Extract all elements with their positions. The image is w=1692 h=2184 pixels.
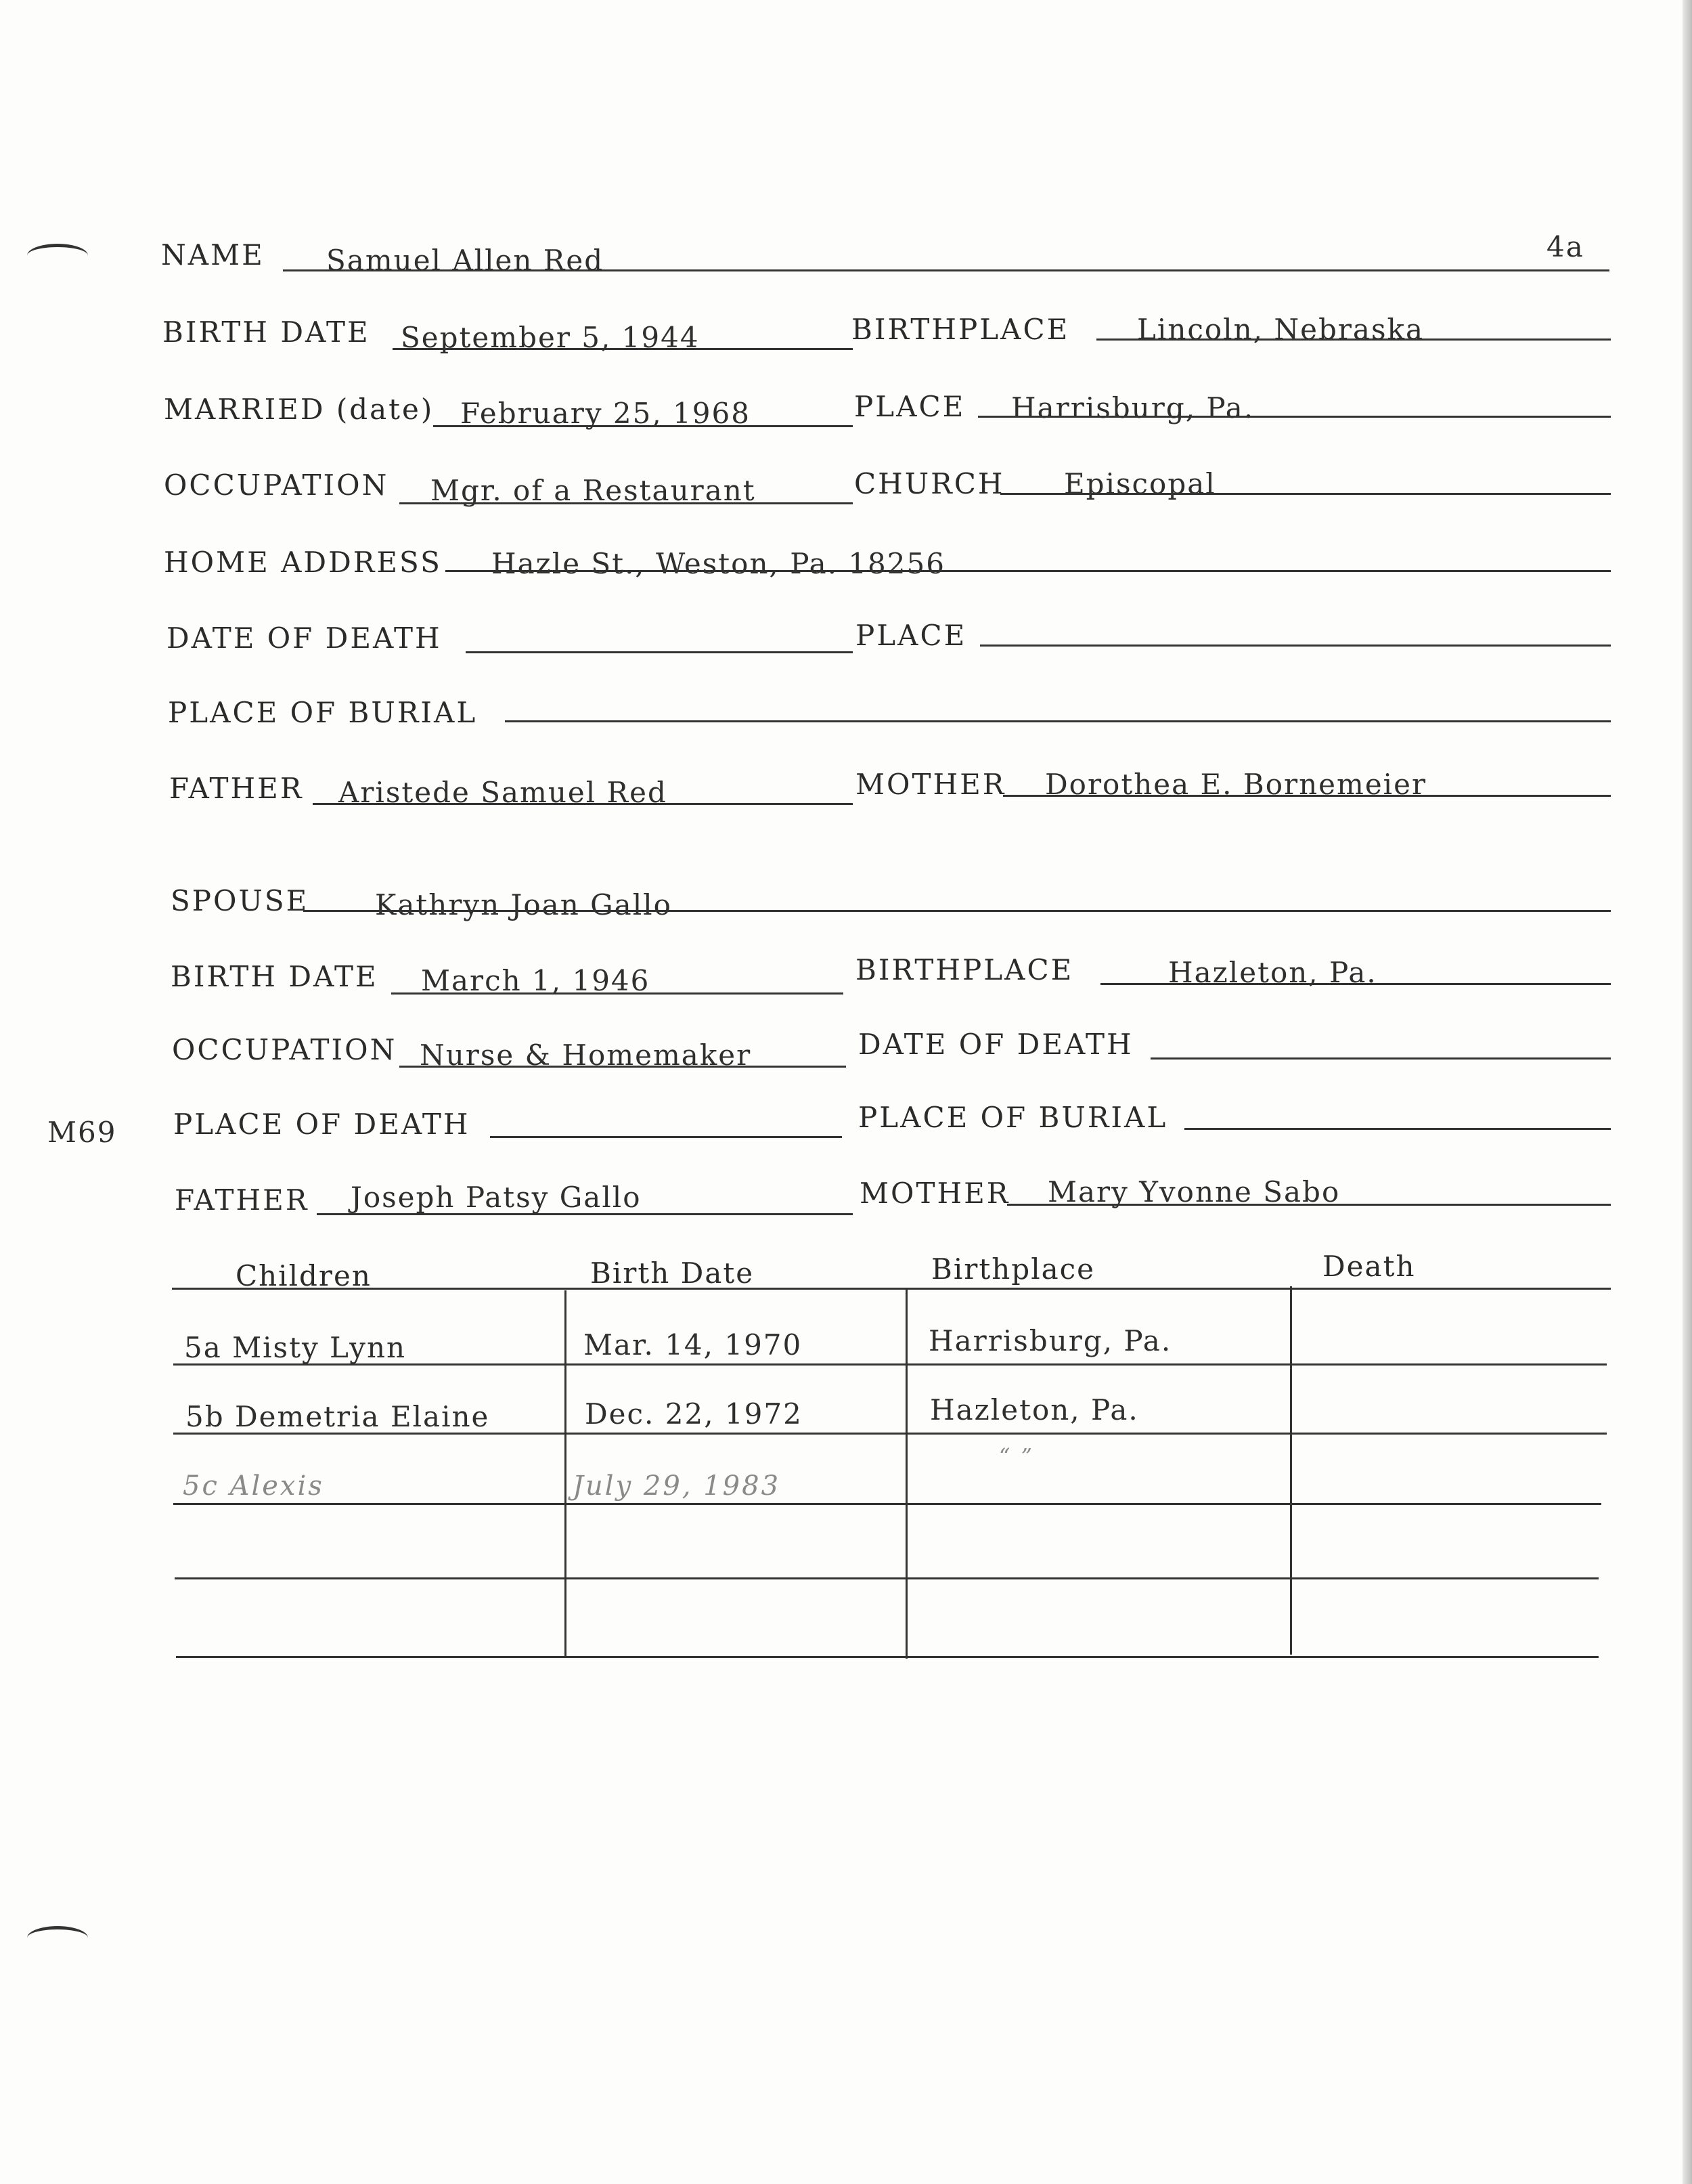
married-place-underline [978, 416, 1611, 418]
spouse-birthplace-label: BIRTHPLACE [855, 953, 1074, 986]
ditto-marks: “ ” [999, 1443, 1034, 1469]
table-row-rule [173, 1503, 1601, 1505]
child-birth-date: Mar. 14, 1970 [583, 1328, 803, 1361]
spouse-label: SPOUSE [171, 884, 309, 917]
spouse-birthplace-value: Hazleton, Pa. [1168, 956, 1377, 989]
spouse-birthplace-underline [1100, 983, 1611, 985]
table-bottom-rule [176, 1656, 1599, 1658]
table-column-divider [564, 1290, 566, 1656]
birth-date-label: BIRTH DATE [162, 315, 370, 349]
birthplace-underline [1096, 338, 1611, 341]
church-underline [1000, 493, 1611, 495]
spouse-place-of-burial-underline [1184, 1128, 1611, 1130]
spouse-father-label: FATHER [175, 1183, 309, 1217]
binder-hole-mark [27, 244, 88, 267]
married-value: February 25, 1968 [460, 397, 751, 430]
binder-hole-mark [27, 1926, 88, 1950]
children-column-header: Children [236, 1259, 372, 1292]
child-birthplace: Harrisburg, Pa. [929, 1324, 1172, 1357]
child-name-handwritten: 5c Alexis [183, 1470, 324, 1502]
father-label: FATHER [169, 772, 304, 805]
church-value: Episcopal [1064, 467, 1216, 500]
mother-value: Dorothea E. Bornemeier [1045, 768, 1427, 801]
child-name: 5a Misty Lynn [184, 1331, 407, 1364]
birth-date-underline [393, 348, 853, 350]
table-header-rule [172, 1288, 1611, 1290]
spouse-father-underline [317, 1213, 853, 1215]
spouse-underline [303, 910, 1611, 912]
birthplace-label: BIRTHPLACE [851, 313, 1070, 346]
page-edge [1683, 0, 1692, 2184]
name-underline [283, 269, 1609, 271]
occupation-label: OCCUPATION [164, 468, 389, 502]
child-birth-date: Dec. 22, 1972 [585, 1397, 803, 1430]
occupation-underline [399, 502, 853, 504]
child-birth-date-handwritten: July 29, 1983 [573, 1470, 781, 1502]
married-place-value: Harrisburg, Pa. [1011, 391, 1255, 424]
spouse-place-of-burial-label: PLACE OF BURIAL [858, 1101, 1168, 1134]
spouse-birth-date-value: March 1, 1946 [421, 964, 650, 997]
spouse-birth-date-label: BIRTH DATE [171, 960, 378, 993]
father-underline [313, 803, 853, 805]
home-address-value: Hazle St., Weston, Pa. 18256 [491, 547, 945, 580]
married-label: MARRIED (date) [164, 393, 435, 426]
name-value: Samuel Allen Red [326, 244, 604, 277]
name-label: NAME [161, 238, 265, 271]
spouse-occupation-label: OCCUPATION [172, 1033, 397, 1066]
spouse-occupation-underline [399, 1066, 846, 1068]
spouse-father-value: Joseph Patsy Gallo [351, 1181, 642, 1214]
spouse-mother-value: Mary Yvonne Sabo [1048, 1175, 1341, 1208]
mother-label: MOTHER [855, 768, 1006, 801]
child-name: 5b Demetria Elaine [185, 1400, 490, 1433]
occupation-value: Mgr. of a Restaurant [430, 474, 756, 507]
church-label: CHURCH [854, 467, 1005, 500]
date-of-death-label: DATE OF DEATH [166, 621, 442, 655]
father-value: Aristede Samuel Red [338, 776, 667, 809]
death-place-label: PLACE [855, 619, 967, 652]
spouse-date-of-death-label: DATE OF DEATH [858, 1028, 1134, 1061]
date-of-death-underline [466, 651, 853, 653]
spouse-mother-underline [1007, 1204, 1611, 1206]
place-of-burial-underline [505, 720, 1611, 722]
table-column-divider [1290, 1286, 1292, 1655]
birthplace-column-header: Birthplace [931, 1252, 1096, 1286]
death-column-header: Death [1322, 1250, 1416, 1283]
spouse-date-of-death-underline [1151, 1057, 1611, 1060]
spouse-birth-date-underline [391, 992, 843, 995]
page-number: 4a [1546, 230, 1584, 263]
spouse-place-of-death-underline [490, 1136, 842, 1138]
spouse-place-of-death-label: PLACE OF DEATH [173, 1108, 470, 1141]
married-place-label: PLACE [854, 390, 966, 423]
table-column-divider [906, 1289, 908, 1659]
death-place-underline [980, 645, 1611, 647]
mother-underline [1003, 795, 1611, 797]
home-address-underline [445, 570, 1611, 572]
birth-date-value: September 5, 1944 [401, 321, 700, 354]
spouse-occupation-value: Nurse & Homemaker [420, 1039, 752, 1072]
home-address-label: HOME ADDRESS [164, 546, 442, 579]
margin-code: M69 [47, 1116, 117, 1149]
married-underline [433, 425, 853, 427]
birth-date-column-header: Birth Date [590, 1257, 755, 1290]
child-birthplace: Hazleton, Pa. [930, 1393, 1139, 1426]
spouse-value: Kathryn Joan Gallo [375, 888, 672, 921]
spouse-mother-label: MOTHER [860, 1177, 1010, 1210]
birthplace-value: Lincoln, Nebraska [1137, 313, 1425, 346]
place-of-burial-label: PLACE OF BURIAL [168, 696, 478, 729]
table-row-rule [175, 1577, 1599, 1579]
